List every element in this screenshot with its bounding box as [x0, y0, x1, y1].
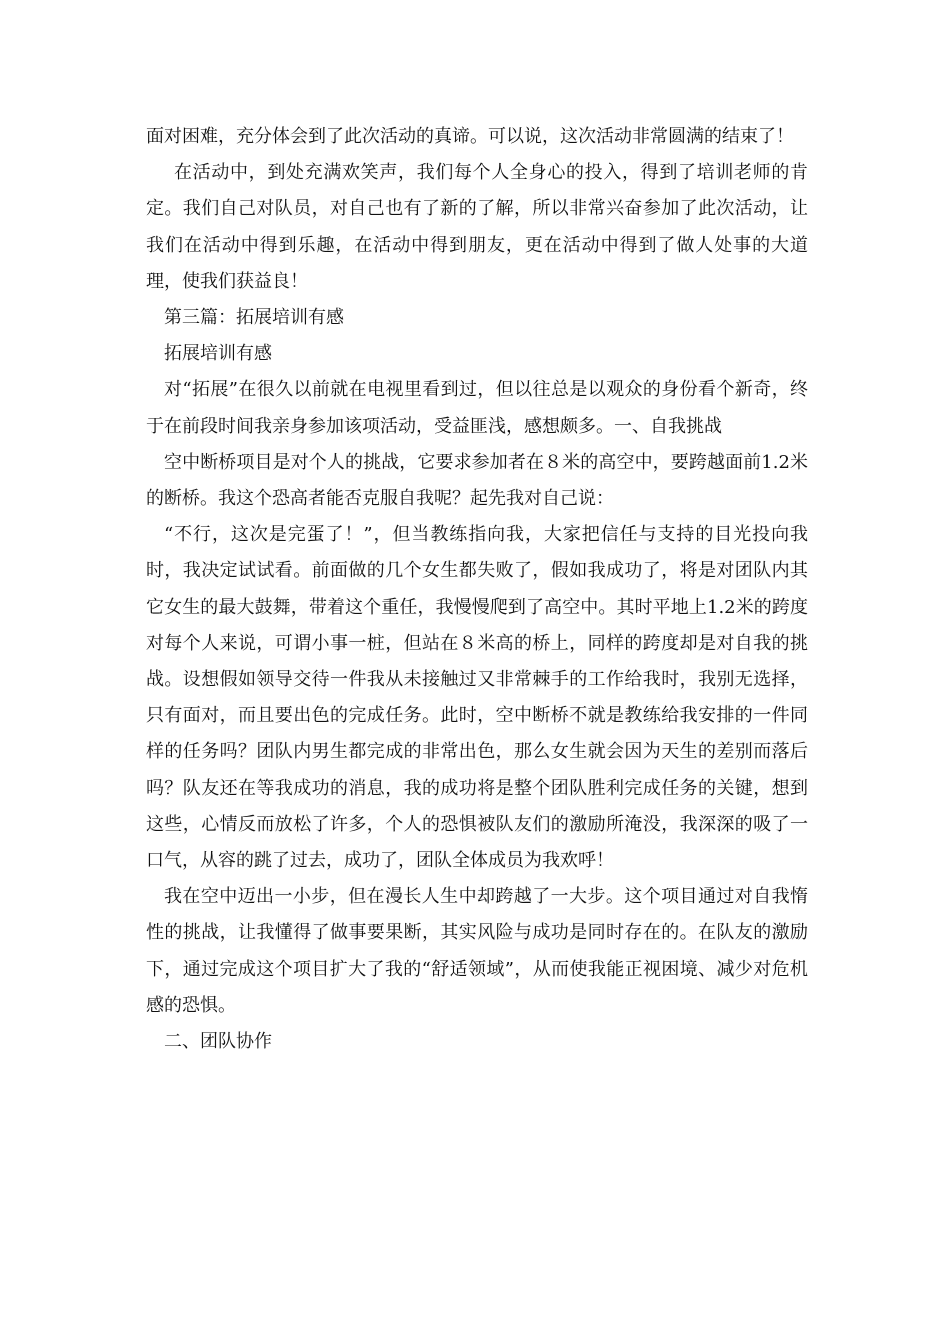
paragraph-activity-reflection: 在活动中，到处充满欢笑声，我们每个人全身心的投入，得到了培训老师的肯定。我们自己对队员，对自己也有了新的了解，所以非常兴奋参加了此次活动，让我们在活动中得到乐趣，在活动中得到朋友，更在活动中得到了做人处事的大道理，使我们获益良！ — [146, 162, 808, 292]
document-page — [146, 119, 808, 1060]
section-title: 第三篇：拓展培训有感 — [164, 307, 344, 329]
paragraph-bridge-story: “不行，这次是完蛋了！”，但当教练指向我，大家把信任与支持的目光投向我时，我决定试试看。前面做的几个女生都失败了，假如我成功了，将是对团队内其它女生的最大鼓舞，带着这个重任，我慢慢爬到了高空中。其时平地上1.2米的跨度对每个人来说，可谓小事一桩，但站在８米高的桥上，同样的跨度却是对自我的挑战。设想假如领导交待一件我从未接触过又非常棘手的工作给我时，我别无选择，只有面对，而且要出色的完成任务。此时，空中断桥不就是教练给我安排的一件同样的任务吗？团队内男生都完成的非常出色，那么女生就会因为天生的差别而落后吗？队友还在等我成功的消息，我的成功将是整个团队胜利完成任务的关键，想到这些，心情反而放松了许多，个人的恐惧被队友们的激励所淹没，我深深的吸了一口气，从容的跳了过去，成功了，团队全体成员为我欢呼！ — [146, 524, 808, 872]
paragraph-conclusion: 面对困难，充分体会到了此次活动的真谛。可以说，这次活动非常圆满的结束了！ — [146, 126, 794, 147]
paragraph-bridge-challenge: 空中断桥项目是对个人的挑战，它要求参加者在８米的高空中，要跨越面前1.2米的断桥。我这个恐高者能否克服自我呢？起先我对自己说： — [146, 451, 808, 510]
article-title: 拓展培训有感 — [164, 343, 272, 365]
paragraph-intro: 对“拓展”在很久以前就在电视里看到过，但以往总是以观众的身份看个新奇，终于在前段时间我亲身参加该项活动，受益匪浅，感想颇多。一、自我挑战 — [146, 379, 808, 437]
paragraph-lesson: 我在空中迈出一小步，但在漫长人生中却跨越了一大步。这个项目通过对自我惰性的挑战，让我懂得了做事要果断，其实风险与成功是同时存在的。在队友的激励下，通过完成这个项目扩大了我的“舒适领域”，从而使我能正视困境、减少对危机感的恐惧。 — [146, 886, 808, 1016]
subsection-title-teamwork: 二、团队协作 — [164, 1031, 272, 1053]
